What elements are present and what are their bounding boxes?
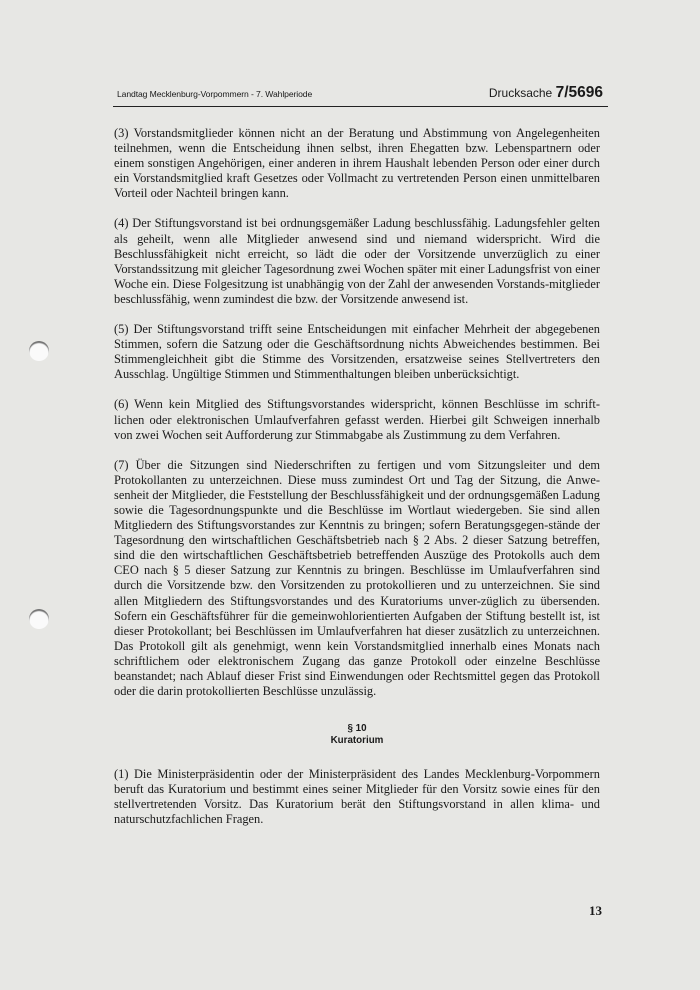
paragraph-7: (7) Über die Sitzungen sind Niederschriften zu fertigen und vom Sitzungsleiter und dem Protokollanten zu unterzeichnen. Diese muss zumindest Ort und Tag der Sitzung, die Anwe-senheit der Mitglieder, die Feststellung der Beschlussfähigkeit und der ordnungsgemäßen Ladung sowie die Tagesordnungspunkte und die Beschlüsse im Wortlaut wiedergeben. Sie sind allen Mitgliedern des Stiftungsvorstandes zur Kenntnis zu bringen; sofern Beratungsgegen-stände der Tagesordnung den wirtschaftlichen Geschäftsbetrieb nach § 2 Abs. 2 dieser Satzung betreffen, sind die den wirtschaftlichen Geschäftsbetrieb betreffenden Auszüge des Protokolls auch dem CEO nach § 5 dieser Satzung zur Kenntnis zu bringen. Beschlüsse im Umlaufverfahren sind durch die Vorsitzende bzw. den Vorsitzenden zu protokollieren und zu unterzeichnen. Sie sind allen Mitgliedern des Stiftungsvorstandes und des Kuratoriums unver-züglich zu übersenden. Sofern ein Geschäftsführer für die gemeinwohlorientierten Aufgaben der Stiftung bestellt ist, ist dieser Protokollant; bei Beschlüssen im Umlaufverfahren hat dieser zusätzlich zu unterzeichnen. Das Protokoll gilt als genehmigt, wenn kein Vorstandsmitglied innerhalb eines Monats nach schriftlichem oder elektronischem Zugang das ganze Protokoll oder einzelne Beschlüsse beanstandet; nach Ablauf dieser Frist sind Einwendungen oder Rechtsmittel gegen das Protokoll oder die darin protokollierten Beschlüsse unzulässig. [114, 457, 600, 699]
header-document-number [489, 84, 603, 102]
page-header [117, 84, 603, 102]
page-number: 13 [589, 903, 602, 918]
paragraph-3: (3) Vorstandsmitglieder können nicht an der Beratung und Abstimmung von Angelegenheiten teilnehmen, wenn die Entscheidung ihnen selbst, ihren Ehegatten bzw. Lebenspartnern oder einem sonstigen Angehörigen, einer anderen in ihrem Haushalt lebenden Person oder einer durch ein Vorstandsmitglied kraft Gesetzes oder Vollmacht zu vertretenden Person einen unmittelbaren Vorteil oder Nachteil bringen kann. [114, 126, 600, 201]
header-rule [113, 106, 608, 107]
paragraph-4: (4) Der Stiftungsvorstand ist bei ordnungsgemäßer Ladung beschlussfähig. Ladungsfehler gelten als geheilt, wenn alle Mitglieder anwesend sind und niemand widerspricht. Wird die Beschlussfähigkeit nicht erreicht, so lädt die oder der Vorsitzende unverzüglich zu einer Vorstandssitzung mit gleicher Tagesordnung zwei Wochen später mit einer Ladungsfrist von einer Woche ein. Diese Folgesitzung ist unabhängig von der Zahl der anwesenden Vorstands-mitglieder beschlussfähig, wenn zumindest die bzw. der Vorsitzende anwesend ist. [114, 216, 600, 306]
paragraph-5: (5) Der Stiftungsvorstand trifft seine Entscheidungen mit einfacher Mehrheit der abgegebenen Stimmen, sofern die Satzung oder die Geschäftsordnung nichts Abweichendes bestimmen. Bei Stimmengleichheit gibt die Stimme des Vorsitzenden, ersatzweise seines Stellvertreters den Ausschlag. Ungültige Stimmen und Stimmenthaltungen bleiben unberücksichtigt. [114, 322, 600, 382]
section-heading [114, 723, 600, 747]
section-number: § 10 [347, 723, 367, 735]
paragraph-6: (6) Wenn kein Mitglied des Stiftungsvorstandes widerspricht, können Beschlüsse im schrift-lichen oder elektronischen Umlaufverfahren gefasst werden. Hierbei gilt Schweigen innerhalb von zwei Wochen seit Aufforderung zur Stimmabgabe als Zustimmung zu dem Verfahren. [114, 397, 600, 442]
header-doc-number: 7/5696 [555, 84, 603, 101]
header-parliament: Landtag Mecklenburg-Vorpommern - 7. Wahlperiode [117, 89, 313, 99]
section-title: Kuratorium [330, 735, 384, 747]
punch-hole-top [29, 341, 49, 361]
punch-hole-bottom [29, 609, 49, 629]
document-body [114, 126, 600, 843]
section10-paragraph-1: (1) Die Ministerpräsidentin oder der Ministerpräsident des Landes Mecklenburg-Vorpommern beruft das Kuratorium und bestimmt eines seiner Mitglieder für den Vorsitz sowie eines für den stellvertretenden Vorsitz. Das Kuratorium berät den Stiftungsvorstand in allen klima- und naturschutzfachlichen Fragen. [114, 767, 600, 827]
header-doc-label: Drucksache [488, 86, 553, 100]
